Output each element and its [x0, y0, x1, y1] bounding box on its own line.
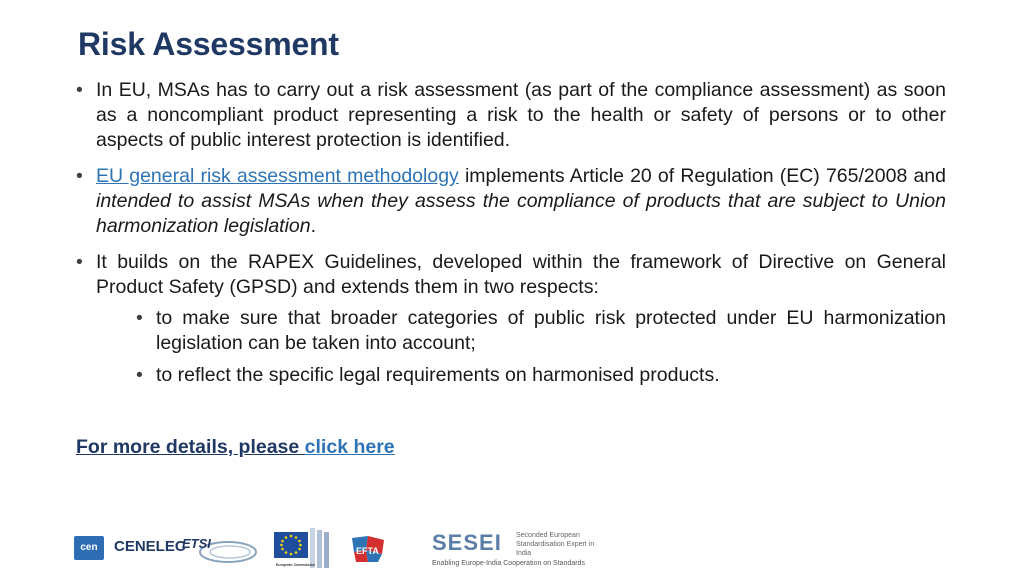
- bullet-2-mid: implements Article 20 of Regulation (EC) 765/2008 and: [458, 165, 946, 187]
- sesei-logo-tagline: Enabling Europe-India Cooperation on Standards: [432, 560, 585, 567]
- sesei-logo-subtitle: Seconded European Standardisation Expert in India: [516, 532, 595, 557]
- sub-bullet-1: [96, 306, 946, 356]
- efta-icon: [348, 532, 388, 566]
- sub-bullet-2: [96, 363, 946, 388]
- european-commission-logo: [274, 526, 336, 572]
- more-details: [76, 436, 395, 459]
- bullet-2: [74, 164, 946, 239]
- etsi-logo: [180, 532, 260, 566]
- eu-flag-icon: [274, 526, 336, 572]
- bullet-1-text: • In EU, MSAs has to carry out a risk assessment (as part of the compliance assessment) as soon as a noncompliant product representing a risk to the health or safety of persons or to other aspects of public interest protection is identified.: [96, 79, 946, 151]
- bullet-2-end: .: [310, 215, 317, 237]
- efta-logo-text: EFTA: [356, 546, 379, 556]
- efta-logo: [348, 532, 388, 566]
- click-here-link[interactable]: click here: [304, 436, 395, 458]
- logo-bar: [0, 522, 1024, 576]
- slide-title: Risk Assessment: [78, 26, 339, 62]
- cen-logo: cen: [74, 536, 104, 560]
- etsi-swoosh-icon: [180, 532, 260, 566]
- bullet-3-text: • It builds on the RAPEX Guidelines, developed within the framework of Directive on General Product Safety (GPSD) and extends them in two respects:: [96, 251, 946, 298]
- methodology-link[interactable]: EU general risk assessment methodology: [96, 165, 459, 187]
- bullet-3: [74, 250, 946, 388]
- sub-bullet-2-text: • to reflect the specific legal requirements on harmonised products.: [156, 364, 720, 386]
- bullet-1: [74, 78, 946, 153]
- sub-bullet-1-text: • to make sure that broader categories of public risk protected under EU harmonization legislation can be taken into account;: [156, 307, 946, 354]
- ec-logo-text: European Commission: [276, 563, 316, 567]
- etsi-logo-text: ETSI: [182, 536, 211, 551]
- bullet-list: [74, 78, 946, 399]
- sesei-logo-text: SESEI: [432, 530, 502, 555]
- bullet-2-italic: intended to assist MSAs when they assess the compliance of products that are subject to Union harmonization legislation: [96, 190, 946, 237]
- bullet-2-text: [96, 164, 946, 239]
- cenelec-logo: CENELEC: [114, 538, 186, 555]
- sesei-logo: [432, 528, 595, 570]
- more-details-prefix: For more details, please: [76, 436, 305, 458]
